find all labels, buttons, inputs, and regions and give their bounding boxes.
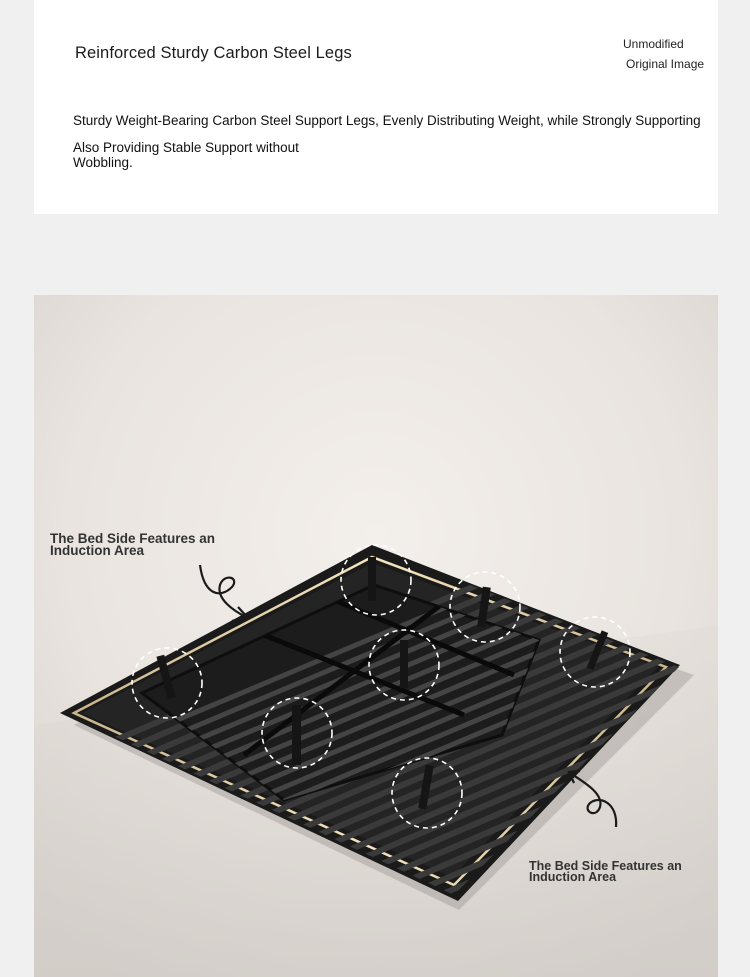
annotation-left: The Bed Side Features an Induction Area [50, 531, 216, 558]
description-line-2: Also Providing Stable Support without Wobbling. [73, 140, 299, 170]
leg-6 [292, 705, 301, 765]
annotation-right: The Bed Side Features an Induction Area [529, 859, 682, 884]
info-card [34, 0, 718, 214]
bed-frame-photo [34, 295, 718, 977]
badge-line-2: Original Image [626, 57, 705, 71]
badge-line-1: Unmodified [623, 37, 684, 51]
leg-4 [400, 640, 408, 688]
leg-1 [368, 557, 376, 601]
section-title: Reinforced Sturdy Carbon Steel Legs [75, 44, 352, 62]
description-line-1: Sturdy Weight-Bearing Carbon Steel Support Legs, Evenly Distributing Weight, while Strongly Supporting [73, 113, 701, 128]
